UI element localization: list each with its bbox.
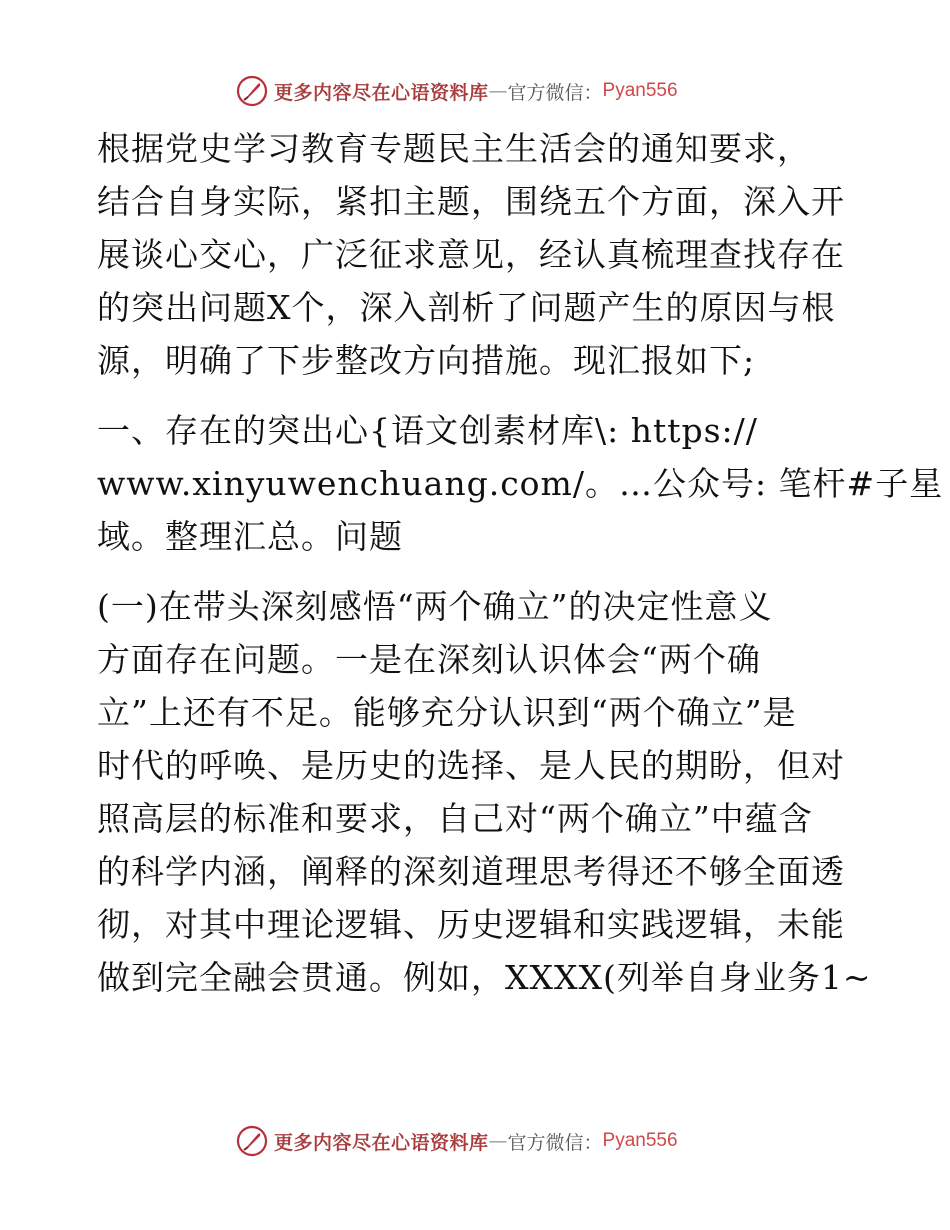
text-line: 源，明确了下步整改方向措施。现汇报如下; <box>97 341 756 380</box>
text-line: 方面存在问题。一是在深刻认识体会“两个确 <box>97 640 761 679</box>
paragraph-intro <box>97 122 853 387</box>
header-banner <box>236 74 678 108</box>
document-body <box>97 122 944 1004</box>
text-line: 域。整理汇总。问题 <box>97 517 403 556</box>
text-line: 做到完全融会贯通。例如，XXXX(列举自身业务1~ <box>97 958 872 997</box>
footer-banner <box>236 1124 678 1158</box>
banner-wechat-id: Pyan556 <box>602 80 678 101</box>
text-line: 结合自身实际，紧扣主题，围绕五个方面，深入开 <box>97 182 845 221</box>
text-line: 照高层的标准和要求，自己对“两个确立”中蕴含 <box>97 799 813 838</box>
banner-separator: — <box>488 80 508 102</box>
text-line: www.xinyuwenchuang.com/。…公众号: 笔杆#子星 <box>97 464 944 503</box>
banner-brand: 更多内容尽在心语资料库 <box>274 81 489 104</box>
text-line: 立”上还有不足。能够充分认识到“两个确立”是 <box>97 693 797 732</box>
text-line: 展谈心交心，广泛征求意见，经认真梳理查找存在 <box>97 235 845 274</box>
quill-logo-icon <box>236 1125 268 1157</box>
text-line: 根据党史学习教育专题民主生活会的通知要求， <box>97 129 811 168</box>
banner-official-label: 官方微信： <box>507 81 603 104</box>
text-line: (一)在带头深刻感悟“两个确立”的决定性意义 <box>97 587 773 626</box>
banner-brand: 更多内容尽在心语资料库 <box>274 1131 489 1154</box>
text-line: 的突出问题X个，深入剖析了问题产生的原因与根 <box>97 288 836 327</box>
banner-official-label: 官方微信： <box>507 1131 603 1154</box>
text-line: 彻，对其中理论逻辑、历史逻辑和实践逻辑，未能 <box>97 905 845 944</box>
text-line: 一、存在的突出心{语文创素材库\: https:// <box>97 411 758 450</box>
text-line: 的科学内涵，阐释的深刻道理思考得还不够全面透 <box>97 852 845 891</box>
text-line: 时代的呼唤、是历史的选择、是人民的期盼，但对 <box>97 746 845 785</box>
paragraph-subsection-one <box>97 580 872 1004</box>
paragraph-section-heading <box>97 404 944 563</box>
banner-separator: — <box>488 1130 508 1152</box>
banner-wechat-id: Pyan556 <box>602 1130 678 1151</box>
quill-logo-icon <box>236 75 268 107</box>
